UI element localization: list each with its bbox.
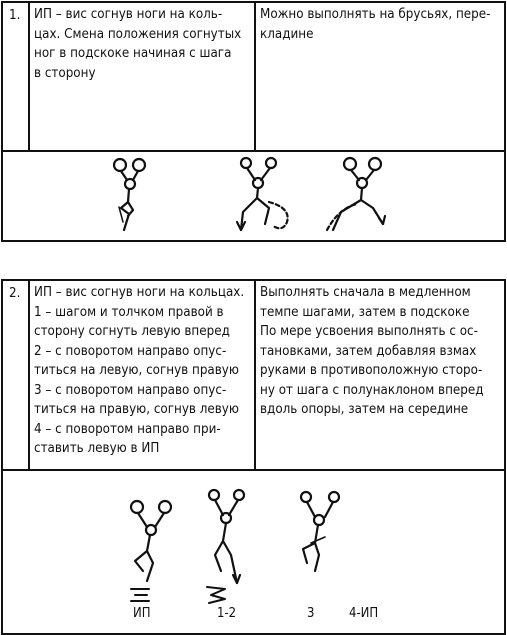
description-line: в сторону xyxy=(34,65,96,81)
description-line: цах. Смена положения согнутых xyxy=(34,26,242,42)
description-line: ног в подскоке начиная с шага xyxy=(34,46,232,61)
description-line: 1 – шагом и толчком правой в xyxy=(34,304,224,320)
description-line: 4 – с поворотом направо при- xyxy=(34,421,221,437)
exercise-number: 1. xyxy=(3,3,30,150)
figure-label: 4-ИП xyxy=(349,606,379,621)
gymnast-sketch-1 xyxy=(3,152,504,240)
description-line: ИП – вис согнув ноги на коль- xyxy=(34,7,223,22)
note-line: руками в противоположную сторо- xyxy=(260,363,483,378)
gymnast-pose-c xyxy=(327,158,385,230)
exercise-notes xyxy=(256,281,504,469)
gymnast-pose-a xyxy=(114,159,145,230)
exercise-number: 2. xyxy=(3,281,30,469)
gymnast-pose-ip xyxy=(131,501,171,601)
gymnast-sketch-2 xyxy=(3,471,504,633)
gymnast-pose-1-2 xyxy=(207,490,244,603)
exercise-table-1 xyxy=(1,1,506,242)
description-line: ИП – вис согнув ноги на кольцах. xyxy=(34,285,245,300)
exercise-row-1 xyxy=(3,3,504,152)
note-line: Можно выполнять на брусьях, пере- xyxy=(260,7,491,22)
note-line: тановками, затем добавляя взмах xyxy=(260,343,477,359)
note-line: По мере усвоения выполнять с ос- xyxy=(260,324,478,339)
note-line: кладине xyxy=(260,26,314,42)
note-line: вдоль опоры, затем на середине xyxy=(260,402,469,417)
exercise-figure-2 xyxy=(3,471,504,633)
figure-label: ИП xyxy=(133,606,151,621)
exercise-description xyxy=(30,3,256,150)
exercise-description xyxy=(30,281,256,469)
description-line: ставить левую в ИП xyxy=(34,441,160,456)
description-line: сторону согнуть левую вперед xyxy=(34,324,230,339)
exercise-figure-1 xyxy=(3,152,504,240)
figure-label: 1-2 xyxy=(217,606,237,621)
description-line: 3 – с поворотом направо опус- xyxy=(34,382,227,398)
description-line: 2 – с поворотом направо опус- xyxy=(34,343,227,359)
note-line: темпе шагами, затем в подскоке xyxy=(260,304,470,320)
description-line: титься на правую, согнув левую xyxy=(34,402,239,417)
figure-label: 3 xyxy=(307,606,315,621)
note-line: Выполнять сначала в медленном xyxy=(260,285,471,300)
gymnast-pose-3 xyxy=(301,492,339,571)
exercise-notes xyxy=(256,3,504,150)
note-line: ну от шага с полунаклоном вперед xyxy=(260,382,484,398)
exercise-table-2 xyxy=(1,279,506,635)
description-line: титься на левую, согнув правую xyxy=(34,363,239,378)
exercise-row-2 xyxy=(3,281,504,471)
gymnast-pose-b xyxy=(237,158,288,230)
